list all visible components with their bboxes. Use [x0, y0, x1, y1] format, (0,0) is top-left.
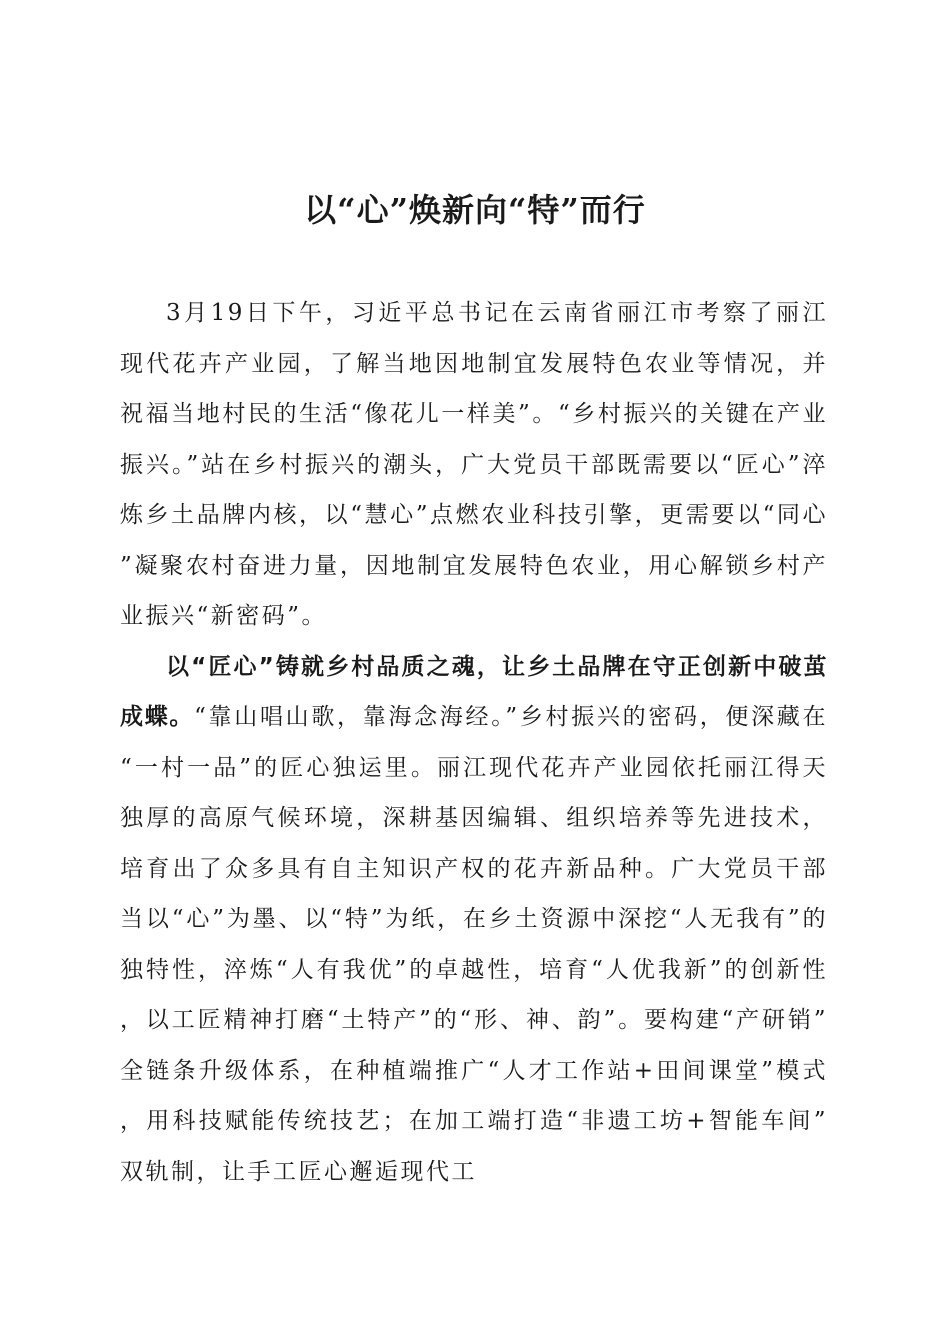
paragraph-2 — [120, 642, 828, 1198]
paragraph-1 — [120, 288, 828, 642]
paragraph-2-text: “靠山唱山歌，靠海念海经。”乡村振兴的密码，便深藏在“一村一品”的匠心独运里。丽江现代花卉产业园依托丽江得天独厚的高原气候环境，深耕基因编辑、组织培养等先进技术，培育出了众多具有自主知识产权的花卉新品种。广大党员干部当以“心”为墨、以“特”为纸，在乡土资源中深挖“人无我有”的独特性，淬炼“人有我优”的卓越性，培育“人优我新”的创新性，以工匠精神打磨“土特产”的“形、神、韵”。要构建“产研销”全链条升级体系，在种植端推广“人才工作站+田间课堂”模式，用科技赋能传统技艺；在加工端打造“非遗工坊+智能车间”双轨制，让手工匠心邂逅现代工 — [120, 704, 828, 1185]
paragraph-1-text: 3月19日下午，习近平总书记在云南省丽江市考察了丽江现代花卉产业园，了解当地因地制宜发展特色农业等情况，并祝福当地村民的生活“像花儿一样美”。“乡村振兴的关键在产业振兴。”站在乡村振兴的潮头，广大党员干部既需要以“匠心”淬炼乡土品牌内核，以“慧心”点燃农业科技引擎，更需要以“同心”凝聚农村奋进力量，因地制宜发展特色农业，用心解锁乡村产业振兴“新密码”。 — [120, 300, 828, 629]
paragraph-2-lead: 以“匠心”铸就乡村品质之魂，让乡土品牌在守正创新中破茧成蝶。 — [120, 653, 828, 730]
document-body — [120, 288, 828, 1197]
document-title: 以“心”焕新向“特”而行 — [304, 191, 646, 229]
